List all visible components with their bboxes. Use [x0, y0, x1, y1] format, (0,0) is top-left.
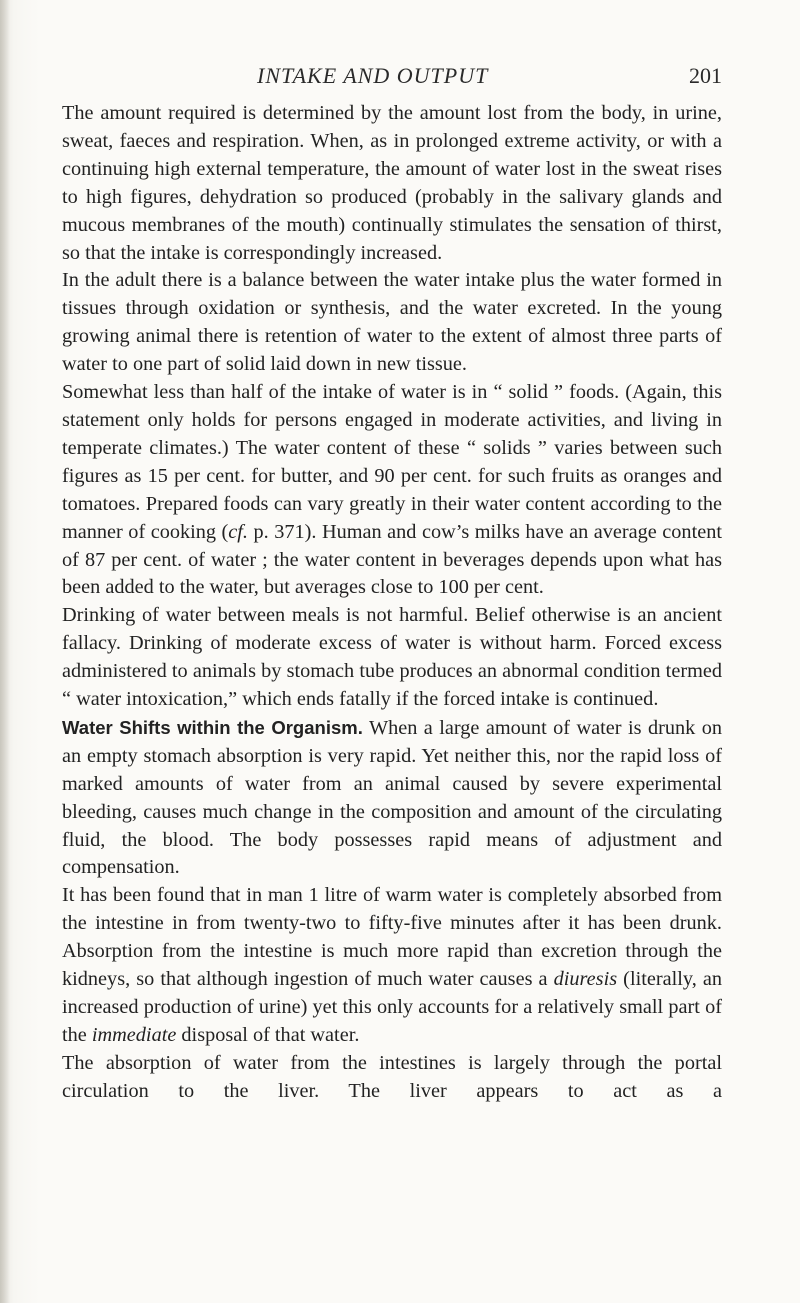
- paragraph-water-balance: In the adult there is a balance between the water intake plus the water formed in tissues through oxidation or synthesis, and the water excreted. In the young growing animal there is retention of water to the extent of almost three parts of water to one part of solid laid down in new tissue.: [62, 269, 722, 376]
- body-text: [62, 100, 722, 1106]
- text-segment: p. 371). Human and cow’s milks have an average content of 87 per cent. of water ; the water content in beverages depends upon what has been added to the water, but averages close to 100 per cent.: [62, 520, 722, 599]
- text-segment: Somewhat less than half of the intake of water is in “ solid ” foods. (Again, this statement only holds for persons engaged in moderate activities, and living in temperate climates.) The water content of these “ solids ” varies between such figures as 15 per cent. for butter, and 90 per cent. for such fruits as oranges and tomatoes. Prepared foods can vary greatly in their water content according to the manner of cooking (: [62, 381, 722, 543]
- page-number: 201: [689, 63, 722, 88]
- italic-cf: cf.: [228, 520, 249, 543]
- italic-immediate: immediate: [91, 1023, 177, 1046]
- page-header: [0, 63, 800, 93]
- text-segment: When a large amount of water is drunk on an empty stomach absorption is very rapid. Yet neither this, nor the rapid loss of marked amounts of water from an animal caused by severe experimental bleeding, causes much change in the composition and amount of the circulating fluid, the blood. The body possesses rapid means of adjustment and compensation.: [62, 716, 722, 879]
- text-segment: It has been found that in man 1 litre of warm water is completely absorbed from the intestine in from twenty-two to fifty-five minutes after it has been drunk. Absorption from the intestine is much more rapid than excretion through the kidneys, so that although ingestion of much water causes a: [62, 884, 722, 991]
- italic-diuresis: diuresis: [553, 968, 618, 991]
- section-heading: Water Shifts within the Organism.: [62, 716, 363, 738]
- paragraph-water-shifts: [62, 714, 722, 882]
- page-gutter-shadow: [0, 0, 10, 1303]
- text-segment: (literally, an increased production of urine) yet this only accounts for a relatively small part of the: [62, 968, 722, 1046]
- running-title: INTAKE AND OUTPUT: [257, 63, 489, 88]
- text-segment: disposal of that water.: [176, 1023, 360, 1046]
- paragraph-drinking-between-meals: Drinking of water between meals is not harmful. Belief otherwise is an ancient fallacy. Drinking of moderate excess of water is without harm. Forced excess administered to animals by stomach tube produces an abnormal condition termed “ water intoxication,” which ends fatally if the forced intake is continued.: [62, 604, 722, 711]
- paragraph-solid-foods: [62, 379, 722, 602]
- paragraph-absorption-rate: [62, 882, 722, 1049]
- paragraph-portal-circulation: The absorption of water from the intestines is largely through the portal circulation to the liver. The liver appears to act as a: [62, 1051, 722, 1102]
- paragraph-water-requirement: The amount required is determined by the amount lost from the body, in urine, sweat, faeces and respiration. When, as in prolonged extreme activity, or with a continuing high external temperature, the amount of water lost in the sweat rises to high figures, dehydration so produced (probably in the salivary glands and mucous membranes of the mouth) continually stimulates the sensation of thirst, so that the intake is correspondingly increased.: [62, 102, 722, 264]
